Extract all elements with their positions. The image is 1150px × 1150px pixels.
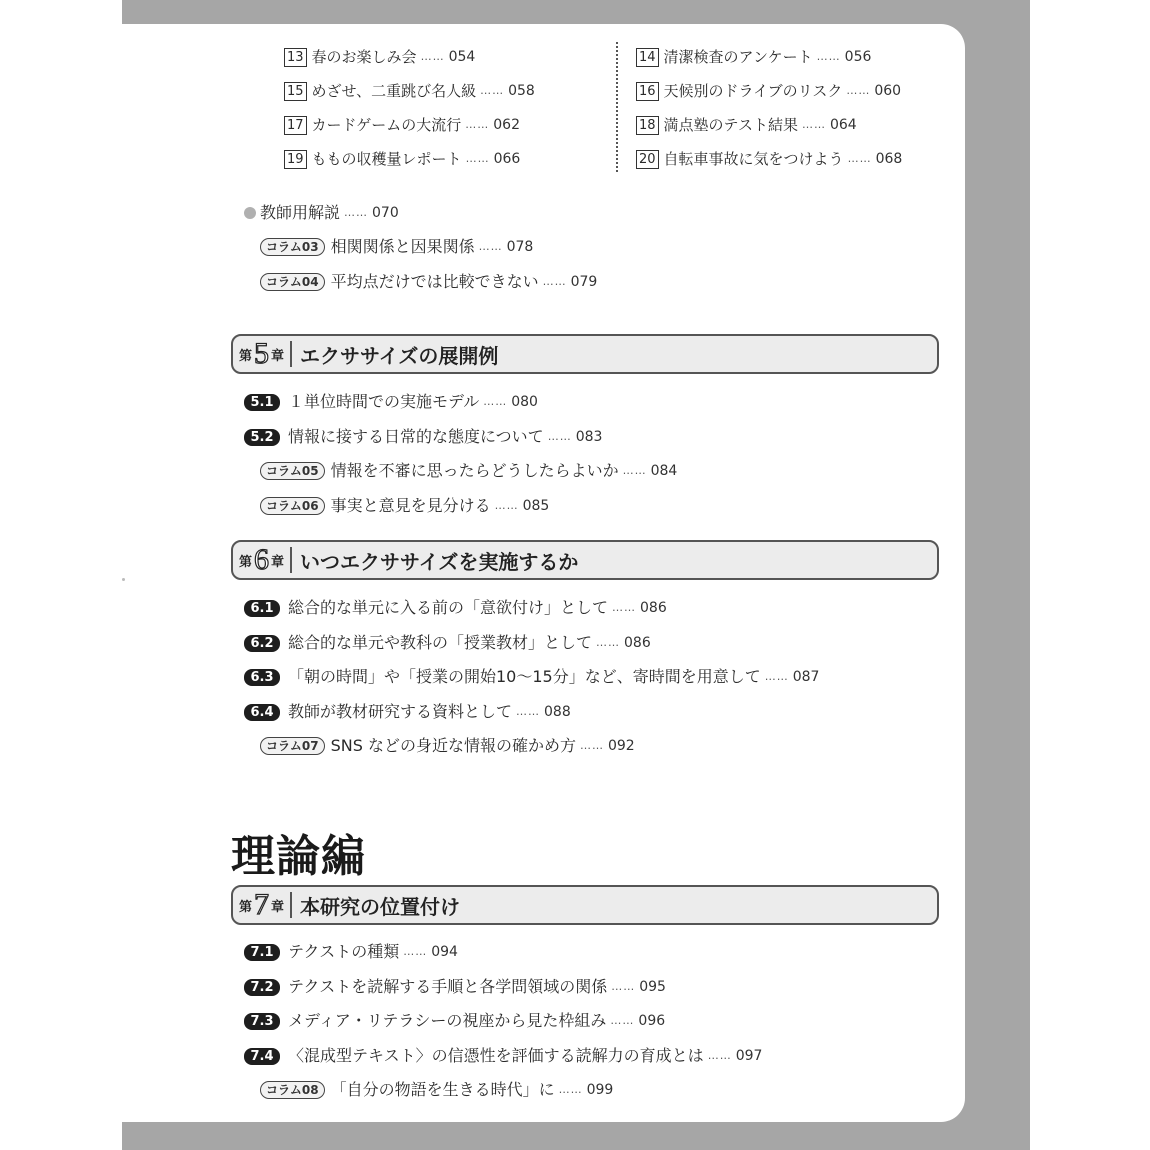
- section-badge: 7.2: [244, 979, 280, 996]
- leader-dots: ……: [764, 670, 789, 683]
- column-entry[interactable]: [260, 734, 635, 758]
- part-title: 理論編: [231, 831, 366, 882]
- entry-title: 「朝の時間」や「授業の開始10～15分」など、寄時間を用意して: [288, 667, 761, 686]
- section-entry[interactable]: [244, 940, 458, 964]
- exercise-title: 自転車事故に気をつけよう: [663, 150, 844, 168]
- page-number: 080: [511, 394, 538, 410]
- section-entry[interactable]: [244, 596, 667, 620]
- entry-title: 相関関係と因果関係: [330, 237, 475, 256]
- section-entry[interactable]: [244, 975, 666, 999]
- page-number: 062: [493, 117, 520, 133]
- chapter-suffix: 章: [271, 554, 285, 570]
- leader-dots: ……: [478, 240, 503, 253]
- section-badge: 7.1: [244, 944, 280, 961]
- leader-dots: ……: [483, 395, 508, 408]
- page-number: 094: [431, 944, 458, 960]
- page-number: 070: [372, 205, 399, 221]
- page-number: 095: [639, 979, 666, 995]
- chapter-title: 本研究の位置付け: [300, 894, 461, 919]
- chapter-heading-6[interactable]: [231, 540, 939, 580]
- leader-dots: ……: [847, 152, 872, 165]
- chapter-label: [239, 888, 292, 921]
- exercise-number: 18: [636, 116, 659, 135]
- section-entry[interactable]: [244, 390, 538, 414]
- page-number: 060: [874, 83, 902, 99]
- bullet-icon: [244, 207, 256, 219]
- leader-dots: ……: [611, 980, 636, 993]
- entry-title: 情報を不審に思ったらどうしたらよいか: [330, 461, 619, 480]
- entry-title: 情報に接する日常的な態度について: [288, 427, 544, 446]
- chapter-heading-5[interactable]: [231, 334, 939, 374]
- entry-title: テクストの種類: [288, 942, 400, 961]
- exercise-number: 16: [636, 82, 659, 101]
- leader-dots: ……: [596, 636, 621, 649]
- exercise-item[interactable]: [284, 148, 520, 170]
- exercise-item[interactable]: [284, 114, 520, 136]
- exercise-title: 満点塾のテスト結果: [663, 116, 798, 134]
- exercise-number: 19: [284, 150, 307, 169]
- page-number: 092: [607, 738, 635, 754]
- leader-dots: ……: [622, 464, 647, 477]
- section-badge: 7.4: [244, 1048, 280, 1065]
- chapter-prefix: 第: [239, 554, 253, 570]
- exercise-title: 清潔検査のアンケート: [663, 48, 813, 66]
- page-number: 088: [544, 704, 571, 720]
- leader-dots: ……: [516, 705, 541, 718]
- leader-dots: ……: [707, 1049, 732, 1062]
- column-badge: コラム06: [260, 497, 325, 515]
- section-entry[interactable]: [244, 700, 571, 724]
- teacher-notes-entry[interactable]: [244, 201, 399, 225]
- leader-dots: ……: [846, 84, 871, 97]
- page-number: 099: [586, 1082, 614, 1098]
- exercise-item[interactable]: [636, 46, 871, 68]
- chapter-title: エクササイズの展開例: [300, 343, 499, 368]
- chapter-label: [239, 543, 292, 576]
- entry-title: テクストを読解する手順と各学問領域の関係: [288, 977, 608, 996]
- exercise-title: 春のお楽しみ会: [311, 48, 417, 66]
- entry-title: 事実と意見を見分ける: [330, 496, 491, 515]
- section-badge: 5.1: [244, 394, 280, 411]
- exercise-number: 14: [636, 48, 659, 67]
- chapter-label: [239, 337, 292, 370]
- section-badge: 6.2: [244, 635, 280, 652]
- section-entry[interactable]: [244, 631, 651, 655]
- exercise-number: 15: [284, 82, 307, 101]
- section-badge: 5.2: [244, 429, 280, 446]
- exercise-number: 13: [284, 48, 307, 67]
- exercise-item[interactable]: [636, 114, 857, 136]
- entry-title: 〈混成型テキスト〉の信憑性を評価する読解力の育成とは: [288, 1046, 704, 1065]
- leader-dots: ……: [420, 50, 445, 63]
- page-number: 086: [640, 600, 667, 616]
- section-badge: 6.4: [244, 704, 280, 721]
- leader-dots: ……: [480, 84, 505, 97]
- leader-dots: ……: [465, 118, 490, 131]
- column-entry[interactable]: [260, 235, 533, 259]
- chapter-prefix: 第: [239, 348, 253, 364]
- entry-title: 教師用解説: [260, 203, 341, 222]
- section-entry[interactable]: [244, 425, 602, 449]
- exercise-number: 17: [284, 116, 307, 135]
- chapter-heading-7[interactable]: [231, 885, 939, 925]
- page-number: 083: [575, 429, 603, 445]
- section-entry[interactable]: [244, 1044, 762, 1068]
- page-number: 058: [508, 83, 535, 99]
- exercise-item[interactable]: [284, 46, 475, 68]
- chapter-number: 6: [254, 543, 270, 576]
- entry-title: １単位時間での実施モデル: [288, 392, 480, 411]
- chapter-title: いつエクササイズを実施するか: [300, 549, 579, 574]
- exercise-title: 天候別のドライブのリスク: [663, 82, 843, 100]
- page-number: 084: [650, 463, 678, 479]
- exercise-number: 20: [636, 150, 659, 169]
- column-badge: コラム03: [260, 238, 325, 256]
- section-badge: 6.1: [244, 600, 280, 617]
- page-number: 096: [638, 1013, 666, 1029]
- page-number: 086: [624, 635, 651, 651]
- page-number: 085: [522, 498, 550, 514]
- leader-dots: ……: [612, 601, 637, 614]
- entry-title: 教師が教材研究する資料として: [288, 702, 513, 721]
- page-number: 054: [448, 49, 476, 65]
- leader-dots: ……: [816, 50, 841, 63]
- column-entry[interactable]: [260, 494, 549, 518]
- chapter-number: 7: [254, 888, 270, 921]
- page-number: 066: [493, 151, 521, 167]
- section-entry[interactable]: [244, 665, 819, 689]
- column-divider: [616, 42, 618, 172]
- section-badge: 7.3: [244, 1013, 280, 1030]
- leader-dots: ……: [547, 430, 572, 443]
- entry-title: メディア・リテラシーの視座から見た枠組み: [288, 1011, 607, 1030]
- entry-title: 総合的な単元や教科の「授業教材」として: [288, 633, 593, 652]
- leader-dots: ……: [344, 206, 369, 219]
- leader-dots: ……: [542, 275, 567, 288]
- exercise-item[interactable]: [636, 80, 901, 102]
- page-number: 064: [829, 117, 857, 133]
- section-entry[interactable]: [244, 1009, 665, 1033]
- entry-title: 平均点だけでは比較できない: [330, 272, 539, 291]
- column-badge: コラム07: [260, 737, 325, 755]
- entry-title: 総合的な単元に入る前の「意欲付け」として: [288, 598, 609, 617]
- column-badge: コラム08: [260, 1081, 325, 1099]
- entry-title: SNS などの身近な情報の確かめ方: [330, 736, 576, 755]
- leader-dots: ……: [579, 739, 604, 752]
- column-entry[interactable]: [260, 459, 677, 483]
- page-number: 078: [506, 239, 534, 255]
- page-number: 079: [570, 274, 598, 290]
- column-entry[interactable]: [260, 270, 597, 294]
- entry-title: 「自分の物語を生きる時代」に: [330, 1080, 555, 1099]
- column-badge: コラム05: [260, 462, 325, 480]
- leader-dots: ……: [465, 152, 490, 165]
- exercise-item[interactable]: [284, 80, 535, 102]
- chapter-suffix: 章: [271, 348, 285, 364]
- page-mark: [122, 578, 125, 581]
- page-number: 056: [844, 49, 872, 65]
- page-number: 087: [792, 669, 820, 685]
- page-number: 097: [735, 1048, 763, 1064]
- exercise-title: ももの収穫量レポート: [311, 150, 462, 168]
- chapter-prefix: 第: [239, 899, 253, 915]
- exercise-item[interactable]: [636, 148, 902, 170]
- exercise-title: めざせ、二重跳び名人級: [311, 82, 477, 100]
- page-number: 068: [875, 151, 903, 167]
- chapter-number: 5: [254, 337, 270, 370]
- leader-dots: ……: [558, 1083, 583, 1096]
- leader-dots: ……: [403, 945, 428, 958]
- section-badge: 6.3: [244, 669, 280, 686]
- leader-dots: ……: [494, 499, 519, 512]
- exercise-title: カードゲームの大流行: [311, 116, 462, 134]
- leader-dots: ……: [610, 1014, 635, 1027]
- leader-dots: ……: [801, 118, 826, 131]
- column-badge: コラム04: [260, 273, 325, 291]
- column-entry[interactable]: [260, 1078, 613, 1102]
- chapter-suffix: 章: [271, 899, 285, 915]
